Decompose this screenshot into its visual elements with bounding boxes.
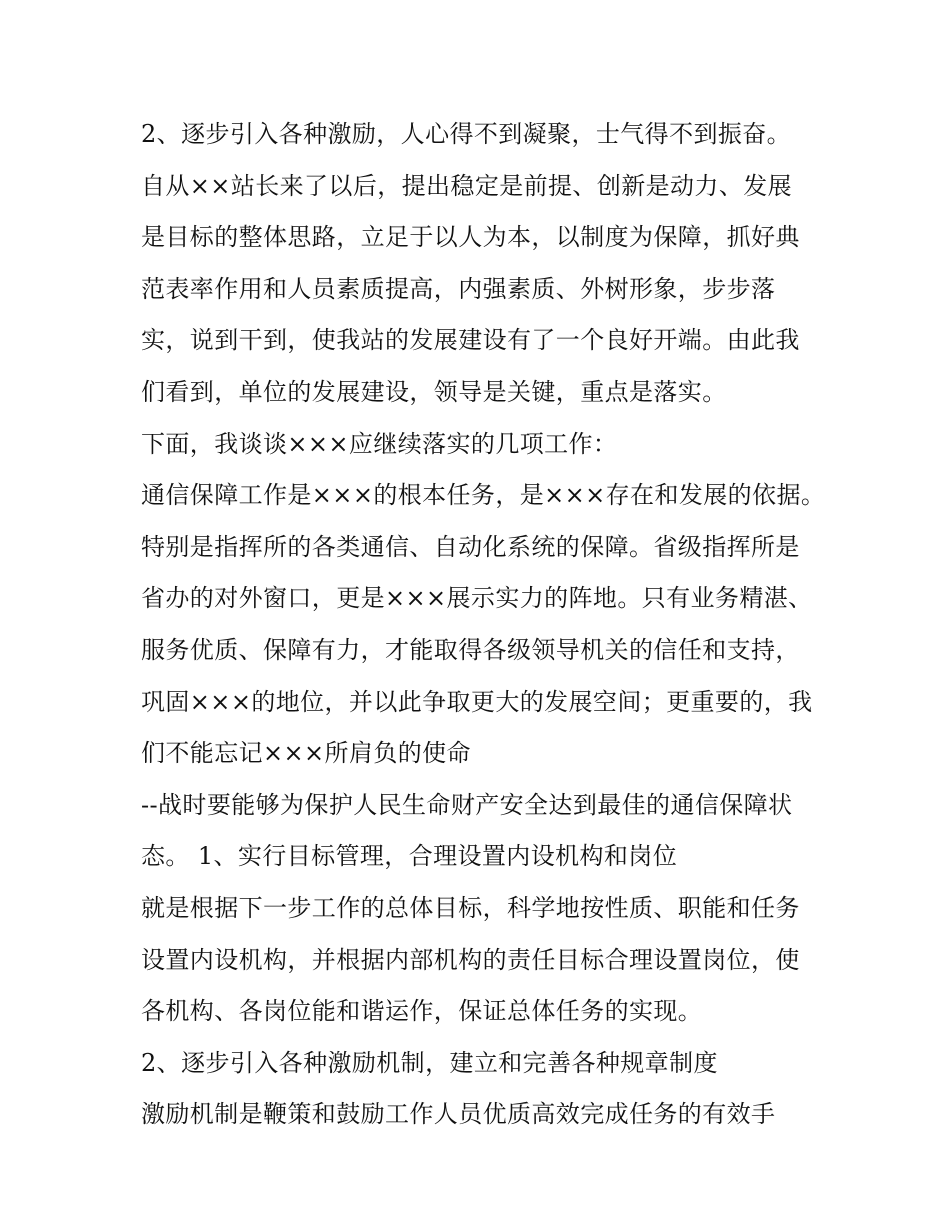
text-line: 是目标的整体思路，立足于以人为本，以制度为保障，抓好典: [141, 223, 800, 252]
text-line: 巩固×××的地位，并以此争取更大的发展空间；更重要的，我: [141, 687, 813, 716]
text-line: 范表率作用和人员素质提高，内强素质、外树形象，步步落: [141, 274, 776, 303]
text-line: 各机构、各岗位能和谐运作，保证总体任务的实现。: [141, 997, 703, 1026]
text-line: 通信保障工作是×××的根本任务，是×××存在和发展的依据。: [141, 481, 826, 510]
text-line: 态。 1、实行目标管理，合理设置内设机构和岗位: [141, 842, 678, 871]
text-line: 实，说到干到，使我站的发展建设有了一个良好开端。由此我: [141, 326, 800, 355]
text-line: 就是根据下一步工作的总体目标，科学地按性质、职能和任务: [141, 893, 800, 922]
text-line: 2、逐步引入各种激励机制，建立和完善各种规章制度: [141, 1048, 718, 1077]
text-line: --战时要能够为保护人民生命财产安全达到最佳的通信保障状: [141, 790, 793, 819]
text-line: 自从××站长来了以后，提出稳定是前提、创新是动力、发展: [141, 171, 793, 200]
text-line: 服务优质、保障有力，才能取得各级领导机关的信任和支持，: [141, 635, 800, 664]
text-line: 们不能忘记×××所肩负的使命: [141, 739, 471, 768]
text-line: 设置内设机构，并根据内部机构的责任目标合理设置岗位，使: [141, 945, 800, 974]
text-line: 省办的对外窗口，更是×××展示实力的阵地。只有业务精湛、: [141, 584, 813, 613]
text-line: 们看到，单位的发展建设，领导是关键，重点是落实。: [141, 377, 727, 406]
text-line: 2、逐步引入各种激励，人心得不到凝聚，士气得不到振奋。: [141, 120, 792, 148]
text-line: 激励机制是鞭策和鼓励工作人员优质高效完成任务的有效手: [141, 1100, 776, 1129]
document-body: [141, 109, 831, 1141]
text-line: 下面，我谈谈×××应继续落实的几项工作：: [141, 429, 618, 458]
text-line: 特别是指挥所的各类通信、自动化系统的保障。省级指挥所是: [141, 532, 800, 561]
